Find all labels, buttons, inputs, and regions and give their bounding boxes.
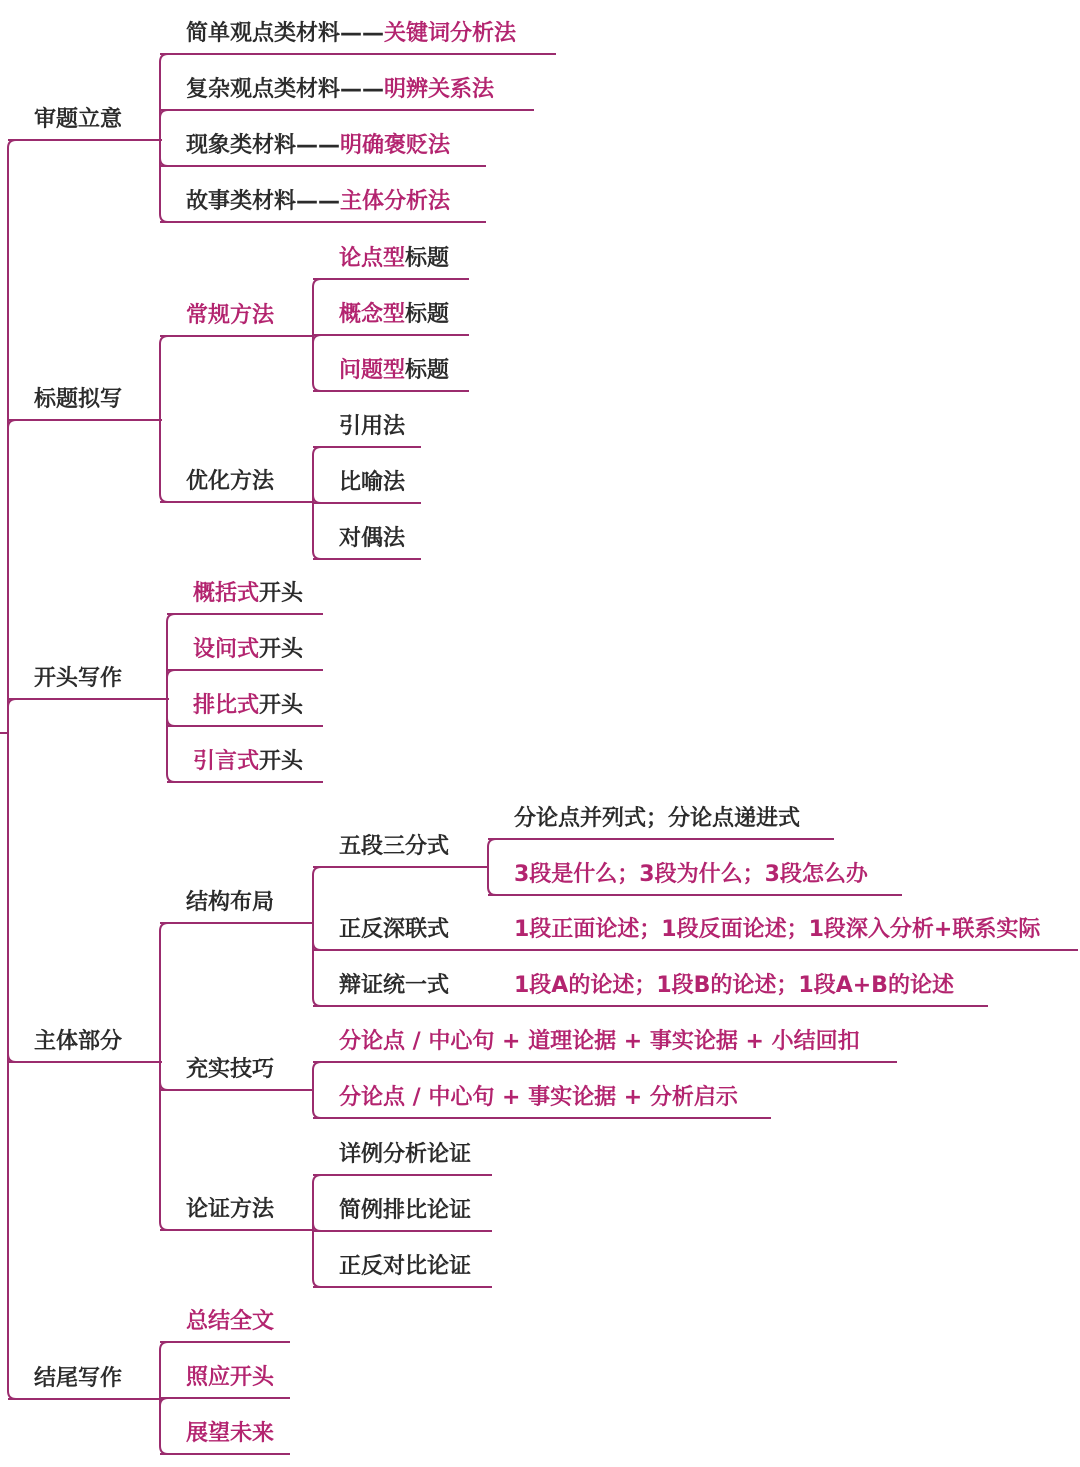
node-text: 分论点并列式；分论点递进式: [514, 806, 801, 831]
node-text: 关键词分析法: [384, 21, 517, 46]
node-text: 引言式: [193, 749, 260, 774]
node-text: 充实技巧: [186, 1057, 275, 1082]
branch-curve-b4a-b4a3: [313, 923, 321, 1006]
root-connector-to-b3: [8, 699, 16, 733]
mind-map-node-b4a2: [337, 916, 449, 944]
node-text: 开头: [259, 637, 304, 662]
branch-curve-b1-b1c3: [160, 140, 168, 166]
node-text: 开头: [259, 693, 304, 718]
mind-map-node-b2a: [184, 302, 274, 330]
branch-curve-b2b-b2b1: [313, 447, 321, 502]
node-text: 优化方法: [186, 469, 275, 494]
branch-curve-b3-b3c1: [167, 614, 175, 699]
node-text: 标题: [405, 358, 450, 383]
node-text: 3段是什么；3段为什么；3段怎么办: [514, 862, 868, 887]
branch-curve-b2a-b2a1: [313, 279, 321, 336]
node-text: 常规方法: [186, 303, 275, 328]
mind-map-node-b5c1: [184, 1308, 274, 1336]
node-text: 开头: [259, 749, 304, 774]
node-text: 设问式: [193, 637, 260, 662]
branch-curve-b4c-b4c3: [313, 1230, 321, 1287]
mind-map-node-b1c2: [184, 76, 494, 104]
branch-curve-b1-b1c4: [160, 140, 168, 222]
mind-map-node-b1c3: [184, 132, 450, 160]
node-text: 简例排比论证: [339, 1198, 472, 1223]
branch-curve-b3-b3c4: [167, 699, 175, 782]
node-text: 引用法: [339, 414, 406, 439]
node-text: 明确褒贬法: [340, 133, 451, 158]
node-text: 1段A的论述；1段B的论述；1段A+B的论述: [514, 973, 954, 998]
branch-curve-b1-b1c2: [160, 110, 168, 140]
branch-curve-b3-b3c3: [167, 699, 175, 726]
node-text: 展望未来: [186, 1421, 275, 1446]
root-connector-to-b5: [8, 733, 16, 1399]
mind-map-node-b4b: [184, 1056, 274, 1084]
branch-curve-b4a-b4a2: [313, 923, 321, 950]
mind-map-node-b4a1x: [512, 805, 800, 833]
mind-map-node-b2b: [184, 468, 274, 496]
mind-map-node-b2b1: [337, 413, 405, 441]
node-text: 论点型: [339, 246, 406, 271]
branch-curve-b4c-b4c1: [313, 1175, 321, 1230]
mind-map-node-b4c3: [337, 1253, 471, 1281]
mind-map-node-b4b1: [337, 1028, 860, 1056]
node-text: 正反深联式: [339, 917, 450, 942]
node-text: 分论点 / 中心句 + 道理论据 + 事实论据 + 小结回扣: [339, 1029, 860, 1054]
node-text: 对偶法: [339, 526, 406, 551]
branch-curve-b4b-b4b1: [313, 1062, 321, 1090]
node-text: 比喻法: [339, 470, 406, 495]
branch-curve-b2b-b2b2: [313, 495, 321, 503]
node-text: 开头: [259, 581, 304, 606]
node-text: 结构布局: [186, 890, 275, 915]
branch-curve-b2a-b2a2: [313, 335, 321, 343]
node-text: 开头写作: [34, 666, 123, 691]
branch-curve-b4c-b4c2: [313, 1223, 321, 1231]
node-text: 概念型: [339, 302, 406, 327]
node-text: 论证方法: [186, 1197, 275, 1222]
branch-curve-b5-b5c3: [160, 1399, 168, 1454]
branch-curve-b2-b2b: [160, 420, 168, 502]
mind-map-node-b3c3: [191, 692, 303, 720]
mind-map-node-b2a3: [337, 357, 449, 385]
node-text: 故事类材料——: [186, 189, 341, 214]
mind-map-node-b5: [32, 1365, 122, 1393]
node-text: 明辨关系法: [384, 77, 495, 102]
mind-map-node-b4c1: [337, 1141, 471, 1169]
branch-curve-b2a-b2a3: [313, 336, 321, 391]
node-text: 主体部分: [34, 1029, 123, 1054]
branch-curve-b4b-b4b2: [313, 1090, 321, 1118]
node-text: 标题: [405, 302, 450, 327]
node-text: 总结全文: [186, 1309, 275, 1334]
node-text: 五段三分式: [339, 834, 450, 859]
branch-curve-b5-b5c1: [160, 1342, 168, 1399]
node-text: 1段正面论述；1段反面论述；1段深入分析+联系实际: [514, 917, 1041, 942]
mind-map-node-b2b3: [337, 525, 405, 553]
mind-map-node-b3c2: [191, 636, 303, 664]
mind-map-node-b1c4: [184, 188, 450, 216]
branch-curve-b2b-b2b3: [313, 502, 321, 559]
node-text: 简单观点类材料——: [186, 21, 385, 46]
node-text: 概括式: [193, 581, 260, 606]
node-text: 复杂观点类材料——: [186, 77, 385, 102]
mind-map-node-b4c: [184, 1196, 274, 1224]
branch-curve-b3-b3c2: [167, 670, 175, 699]
mind-map-node-b4c2: [337, 1197, 471, 1225]
mind-map-node-b4: [32, 1028, 122, 1056]
mind-map-node-b4a3x: [512, 972, 954, 1000]
root-connector-to-b4: [8, 733, 16, 1062]
branch-curve-b4a-b4a1: [313, 867, 321, 923]
node-text: 问题型: [339, 358, 406, 383]
node-text: 主体分析法: [340, 189, 451, 214]
node-text: 审题立意: [34, 107, 123, 132]
node-text: 详例分析论证: [339, 1142, 472, 1167]
branch-curve-b4-b4b: [160, 1062, 168, 1090]
mind-map-node-b1c1: [184, 20, 516, 48]
mind-map-node-b5c2: [184, 1364, 274, 1392]
root-connector-to-b2: [8, 420, 16, 733]
mind-map-node-b3c4: [191, 748, 303, 776]
mind-map-node-b4b2: [337, 1084, 738, 1112]
node-text: 分论点 / 中心句 + 事实论据 + 分析启示: [339, 1085, 738, 1110]
node-text: 照应开头: [186, 1365, 275, 1390]
branch-curve-b4a1-b4a1y: [488, 867, 496, 895]
node-text: 标题拟写: [34, 387, 123, 412]
mind-map-node-b3c1: [191, 580, 303, 608]
node-text: 结尾写作: [34, 1366, 123, 1391]
branch-curve-b1-b1c1: [160, 54, 168, 140]
mind-map-node-b2a1: [337, 245, 449, 273]
node-text: 标题: [405, 246, 450, 271]
mind-map-node-b2a2: [337, 301, 449, 329]
mind-map-node-b3: [32, 665, 122, 693]
node-text: 辩证统一式: [339, 973, 450, 998]
mind-map-node-b2: [32, 386, 122, 414]
branch-curve-b4a1-b4a1x: [488, 839, 496, 867]
mind-map-node-b4a: [184, 889, 274, 917]
mind-map-node-b4a1: [337, 833, 449, 861]
branch-curve-b4-b4a: [160, 923, 168, 1062]
node-text: 现象类材料——: [186, 133, 341, 158]
mind-map-node-b1: [32, 106, 122, 134]
mind-map-node-b4a3: [337, 972, 449, 1000]
mind-map-node-b2b2: [337, 469, 405, 497]
mind-map-node-b5c3: [184, 1420, 274, 1448]
mind-map-node-b4a2x: [512, 916, 1040, 944]
mind-map-node-b4a1y: [512, 861, 868, 889]
root-connector-to-b1: [8, 140, 16, 733]
node-text: 排比式: [193, 693, 260, 718]
node-text: 正反对比论证: [339, 1254, 472, 1279]
branch-curve-b2-b2a: [160, 336, 168, 420]
